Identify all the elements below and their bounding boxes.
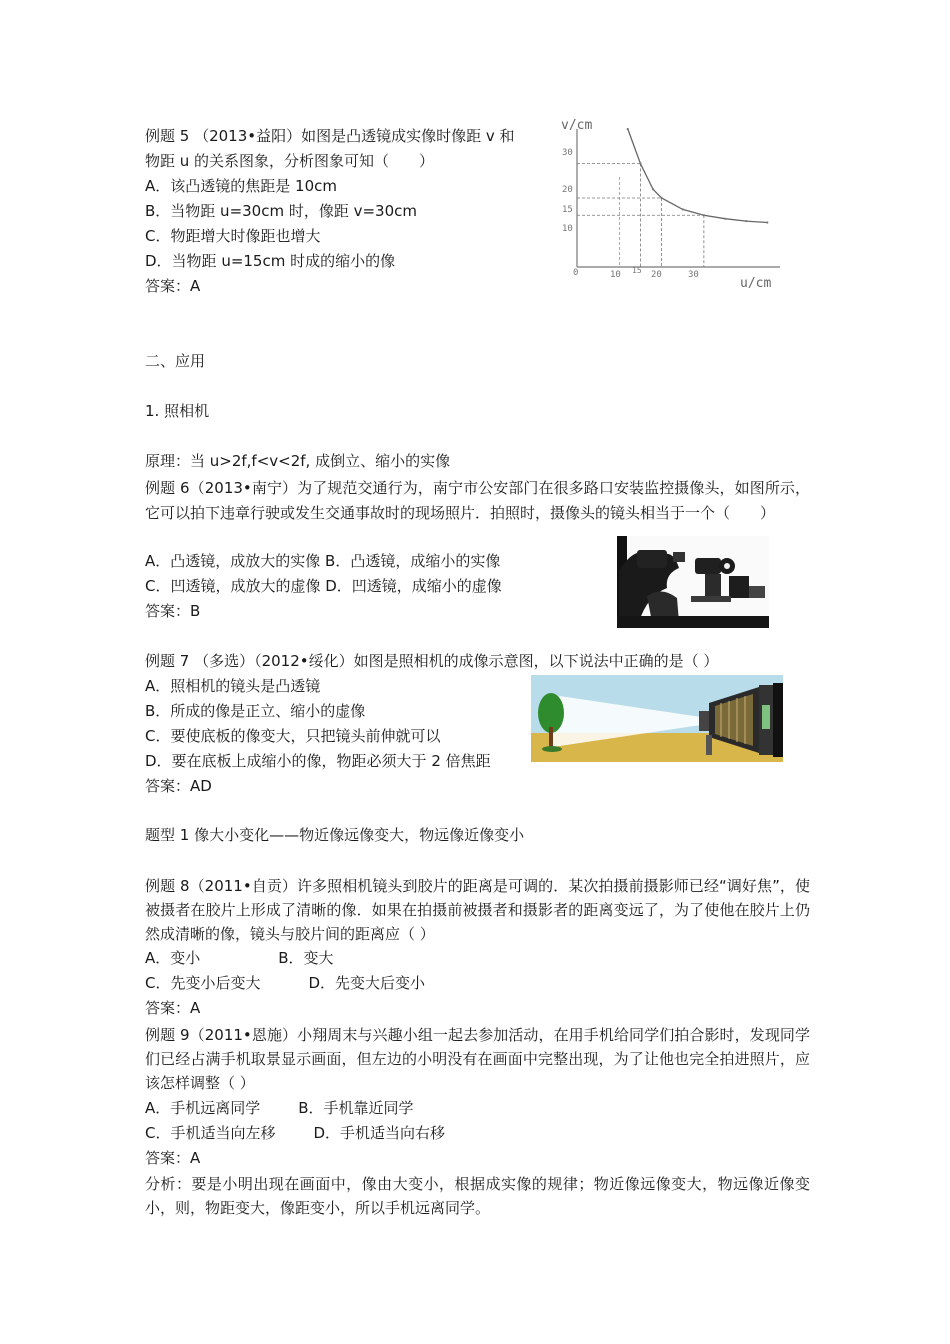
ex8-options-ab — [145, 948, 334, 968]
camera-imaging-diagram — [531, 675, 783, 762]
ex8-options-cd — [145, 973, 425, 993]
y-tick-30: 30 — [562, 148, 573, 158]
ex8-option-d: D．先变大后变小 — [308, 974, 426, 992]
ex7-question: 例题 7 （多选）（2012•绥化）如图是照相机的成像示意图，以下说法中正确的是（ ） — [145, 652, 719, 670]
ex7-option-b: B．所成的像是正立、缩小的虚像 — [145, 702, 366, 720]
curve-line — [628, 129, 768, 223]
ex9-options-ab — [145, 1098, 414, 1118]
data-point-7 — [746, 221, 747, 222]
ex7-option-a: A．照相机的镜头是凸透镜 — [145, 677, 321, 695]
ex6-options-cd: C．凹透镜，成放大的虚像 D．凹透镜，成缩小的虚像 — [145, 577, 502, 595]
ex8-answer: 答案：A — [145, 999, 201, 1017]
x-tick-20: 20 — [651, 270, 662, 280]
ex5-answer: 答案：A — [145, 277, 201, 295]
y-axis-label: v/cm — [561, 118, 593, 133]
ex9-answer: 答案：A — [145, 1149, 201, 1167]
ex9-option-b: B．手机靠近同学 — [298, 1099, 414, 1117]
ex7-option-d: D．要在底板上成缩小的像，物距必须大于 2 倍焦距 — [145, 752, 491, 770]
ex5-option-b: B．当物距 u=30cm 时，像距 v=30cm — [145, 202, 418, 220]
x-tick-30: 30 — [688, 270, 699, 280]
x-tick-0: 0 — [573, 268, 579, 278]
camera-principle: 原理：当 u>2f,f<v<2f, 成倒立、缩小的实像 — [145, 452, 451, 470]
ex9-analysis: 分析：要是小明出现在画面中，像由大变小，根据成实像的规律；物近像远像变大，物远像近像变小，则，物距变大，像距变小，所以手机远离同学。 — [145, 1175, 810, 1217]
data-point-0 — [627, 128, 628, 129]
ex8-option-b: B．变大 — [278, 949, 334, 967]
ex8-question: 例题 8（2011•自贡）许多照相机镜头到胶片的距离是可调的．某次拍摄前摄影师已经“调好焦”，使被摄者在胶片上形成了清晰的像．如果在拍摄前被摄者和摄影者的距离变远了，为了使他在胶片上仍然成清晰的像，镜头与胶片间的距离应（ ） — [145, 877, 810, 943]
y-tick-20: 20 — [562, 185, 573, 195]
ex9-option-c: C．手机适当向左移 — [145, 1124, 276, 1142]
ex9-question: 例题 9（2011•恩施）小翔周末与兴趣小组一起去参加活动，在用手机给同学们拍合影时，发现同学们已经占满手机取景显示画面，但左边的小明没有在画面中完整出现，为了让他也完全拍进照片，应该怎样调整（ ） — [145, 1026, 810, 1092]
x-tick-10: 10 — [610, 270, 621, 280]
data-point-8 — [767, 222, 768, 223]
ex7-answer: 答案：AD — [145, 777, 212, 795]
data-point-1 — [640, 163, 641, 164]
ex9-option-d: D．手机适当向右移 — [313, 1124, 446, 1142]
ex5-option-d: D．当物距 u=15cm 时成的缩小的像 — [145, 252, 396, 270]
ex6-options-ab: A．凸透镜，成放大的实像 B．凸透镜，成缩小的实像 — [145, 552, 501, 570]
ex7-option-c: C．要使底板的像变大，只把镜头前伸就可以 — [145, 727, 441, 745]
ex8-option-a: A．变小 — [145, 949, 201, 967]
data-point-6 — [724, 218, 725, 219]
data-point-4 — [682, 209, 683, 210]
ex8-option-c: C．先变小后变大 — [145, 974, 261, 992]
y-tick-10: 10 — [562, 224, 573, 234]
surveillance-camera-image — [617, 536, 769, 628]
ex6-answer: 答案：B — [145, 602, 201, 620]
x-axis-label: u/cm — [740, 276, 772, 291]
ex9-option-a: A．手机远离同学 — [145, 1099, 261, 1117]
ex5-option-a: A．该凸透镜的焦距是 10cm — [145, 177, 337, 195]
ex6-question: 例题 6（2013•南宁）为了规范交通行为，南宁市公安部门在很多路口安装监控摄像头，如图所示，它可以拍下违章行驶或发生交通事故时的现场照片．拍照时，摄像头的镜头相当于一个（ ） — [145, 479, 810, 522]
type1-heading: 题型 1 像大小变化——物近像远像变大，物远像近像变小 — [145, 826, 525, 844]
y-tick-15: 15 — [562, 205, 573, 215]
data-point-5 — [703, 215, 704, 216]
lens-uv-graph — [555, 115, 790, 295]
data-point-3 — [661, 197, 662, 198]
ex5-question-line2: 物距 u 的关系图象，分析图象可知（ ） — [145, 152, 435, 170]
ex9-options-cd — [145, 1123, 445, 1143]
section-heading: 二、应用 — [145, 352, 206, 370]
data-point-2 — [653, 189, 654, 190]
ex5-question-line1: 例题 5 （2013•益阳）如图是凸透镜成实像时像距 v 和 — [145, 127, 515, 145]
x-tick-15: 15 — [632, 266, 642, 275]
camera-heading: 1. 照相机 — [145, 402, 210, 420]
ex5-option-c: C．物距增大时像距也增大 — [145, 227, 321, 245]
